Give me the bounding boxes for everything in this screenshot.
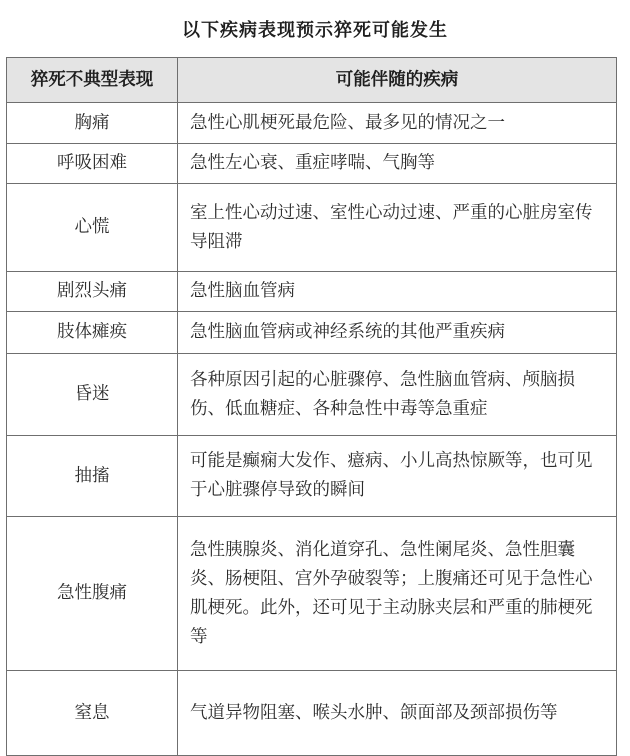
symptom-cell: 胸痛: [7, 103, 178, 144]
disease-cell: 急性左心衰、重症哮喘、气胸等: [178, 144, 617, 184]
table-row: [7, 144, 617, 184]
disease-cell: 室上性心动过速、室性心动过速、严重的心脏房室传导阻滞: [178, 184, 617, 272]
table-row: [7, 272, 617, 312]
header-symptom: 猝死不典型表现: [7, 58, 178, 103]
symptom-cell: 剧烈头痛: [7, 272, 178, 312]
table-row: [7, 517, 617, 671]
symptom-cell: 窒息: [7, 671, 178, 756]
header-disease: 可能伴随的疾病: [178, 58, 617, 103]
disease-cell: 急性脑血管病: [178, 272, 617, 312]
symptom-cell: 肢体瘫痪: [7, 312, 178, 354]
disease-cell: 可能是癫痫大发作、癔病、小儿高热惊厥等，也可见于心脏骤停导致的瞬间: [178, 436, 617, 517]
symptom-cell: 呼吸困难: [7, 144, 178, 184]
disease-cell: 急性心肌梗死最危险、最多见的情况之一: [178, 103, 617, 144]
disease-cell: 急性胰腺炎、消化道穿孔、急性阑尾炎、急性胆囊炎、肠梗阻、宫外孕破裂等；上腹痛还可见于急性心肌梗死。此外，还可见于主动脉夹层和严重的肺梗死等: [178, 517, 617, 671]
disease-cell: 各种原因引起的心脏骤停、急性脑血管病、颅脑损伤、低血糖症、各种急性中毒等急重症: [178, 354, 617, 436]
document-title: 以下疾病表现预示猝死可能发生: [182, 20, 448, 41]
table-row: [7, 436, 617, 517]
table-header-row: [7, 58, 617, 103]
table-row: [7, 671, 617, 756]
symptom-cell: 抽搐: [7, 436, 178, 517]
table-row: [7, 354, 617, 436]
disease-cell: 气道异物阻塞、喉头水肿、颌面部及颈部损伤等: [178, 671, 617, 756]
disease-cell: 急性脑血管病或神经系统的其他严重疾病: [178, 312, 617, 354]
table-row: [7, 184, 617, 272]
table-row: [7, 312, 617, 354]
symptom-cell: 昏迷: [7, 354, 178, 436]
table-row: [7, 103, 617, 144]
symptom-disease-table: [6, 57, 617, 756]
symptom-cell: 急性腹痛: [7, 517, 178, 671]
symptom-cell: 心慌: [7, 184, 178, 272]
